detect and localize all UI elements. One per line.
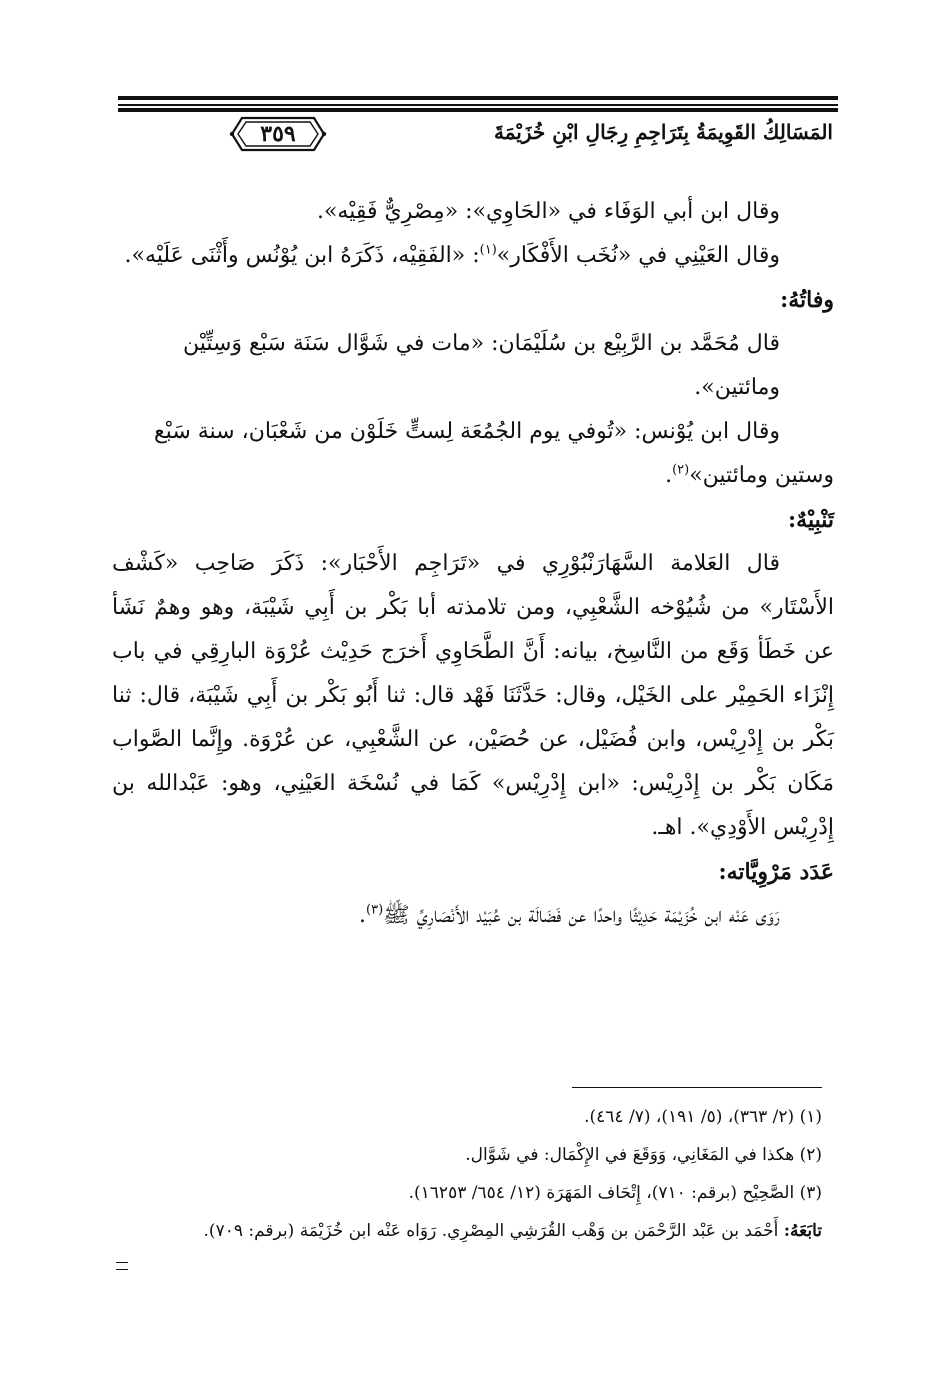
footnote-ref[interactable]: (٢) <box>672 462 690 478</box>
footnote-3: (٣) الصَّحِيْح (برقم: ٧١٠)، إِتْحَاف المَهَرَة (١٢/ ٦٥٤/ ١٦٢٥٣). <box>408 1183 822 1203</box>
footnote-label: تابَعَهُ: <box>783 1221 822 1241</box>
footnote-ref[interactable]: (٣) <box>366 902 384 918</box>
text-span: . <box>359 903 367 928</box>
section-heading-note: تَنْبِيْهٌ: <box>788 507 834 533</box>
text-line <box>112 894 834 938</box>
header-rule-bottom <box>118 108 838 112</box>
text-span: وقال العَيْنِي في «نُخَب الأَفْكَار» <box>496 243 780 268</box>
section-heading-death: وفاتُهُ: <box>780 287 834 313</box>
section-heading-count: عَدَد مَرْوِيَّاته: <box>718 859 834 885</box>
text-line: وقال ابن أبي الوَفَاء في «الحَاوِي»: «مِصْرِيٌّ فَقِيْه». <box>316 199 780 224</box>
note-paragraph: قال العَلامة السَّهَارَنْبُوْرِي في «تَرَاجِم الأَحْبَار»: ذَكَرَ صَاحِب «كَشْف الأَسْتَار» من شُيُوْخه الشَّعْبِي، ومن تلامذته أبا بَكْر بن أَبِي شَيْبَة، وهو وهمٌ نَشَأ عن خَطَأ وَقَع من النَّاسِخ، بيانه: أَنَّ الطَّحَاوِي أَخرَج حَدِيْث عُرْوَة البارِقِي في باب إِنْزَاء الحَمِيْر على الخَيْل، وقال: حَدَّثَنَا فَهْد قال: ثنا أَبُو بَكْر بن أَبِي شَيْبَة، قال: ثنا بَكْر بن إِدْرِيْس، وابن فُضَيْل، عن حُصَيْن، عن الشَّعْبِي، عن عُرْوَة. وإِنَّما الصَّواب مَكَان بَكْر بن إِدْرِيْس: «ابن إِدْرِيْس» كَمَا في نُسْخَة العَيْنِي، وهو: عَبْدالله بن إِدْرِيْس الأَوْدِي». اهـ. <box>112 551 834 840</box>
footnote-ref[interactable]: (١) <box>479 242 497 258</box>
text-span: : «الفَقِيْه، ذَكَرَهُ ابن يُوْنُس وأَثْنَى عَلَيْه». <box>124 243 480 268</box>
footnote-1: (١) (٢/ ٣٦٣)، (٥/ ١٩١)، (٧/ ٤٦٤). <box>584 1107 822 1127</box>
running-title: المَسَالِكُ القَوِيمَةُ بِتَرَاجِمِ رِجَالِ ابْنِ خُزَيْمَةَ <box>494 120 833 144</box>
footnote-text: أَحْمَد بن عَبْد الرَّحْمَن بن وَهْب القُرَشِي المِصْرِي. رَوَاه عَنْه ابن خُزَيْمَة (برقم: ٧٠٩). <box>203 1221 784 1241</box>
text-line <box>112 234 834 278</box>
header-rule-middle <box>118 104 838 106</box>
footnote-separator <box>572 1087 822 1088</box>
footnotes <box>112 1098 822 1250</box>
text-span: رَوَى عَنْه ابن خُزَيْمَة حَدِيْثًا واحدًا عن فَضَالَة بن عُبَيْد الأَنْصَارِيِّ ﷺ <box>383 903 780 928</box>
text-line: وقال ابن يُوْنس: «تُوفي يوم الجُمُعَة لِستٍّ خَلَوْن من شَعْبَان، سنة سَبْع <box>153 419 780 444</box>
text-span: وستين ومائتين» <box>689 463 834 488</box>
text-line: قال مُحَمَّد بن الرَّبِيْع بن سُلَيْمَان: «مات في شَوَّال سَنَة سَبْع وَسِتِّيْن ومائتين». <box>182 331 780 400</box>
main-text <box>112 190 834 938</box>
text-span: . <box>665 463 673 488</box>
continuation-mark <box>116 1262 128 1270</box>
page-number-badge <box>228 116 328 152</box>
footnote-2: (٢) هكذا في المَغَانِي، وَوَقَعَ في الإِكْمَال: في شَوَّال. <box>465 1145 822 1165</box>
footnote-4 <box>112 1212 822 1250</box>
text-line <box>112 454 834 498</box>
header-rule-top <box>118 96 838 100</box>
page-number: ٣٥٩ <box>260 121 296 147</box>
